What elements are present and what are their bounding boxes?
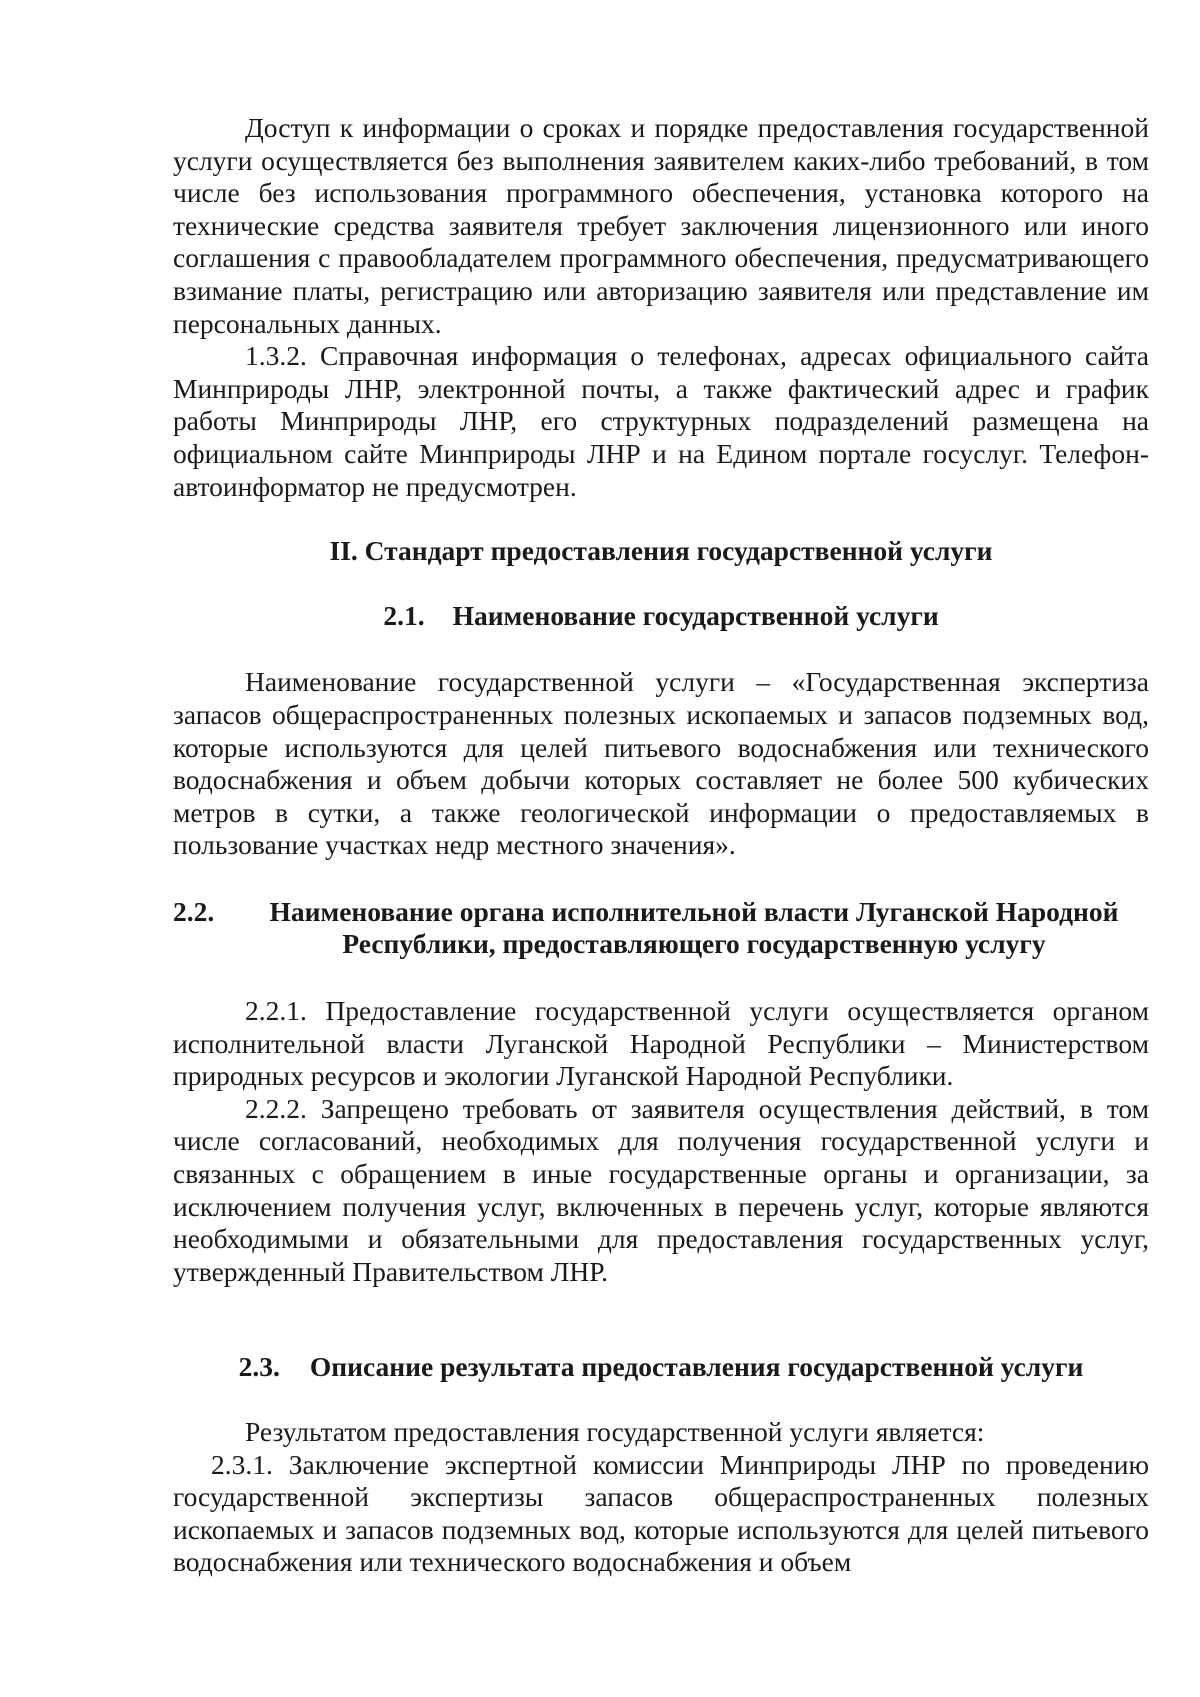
heading-2-2	[173, 896, 1149, 961]
heading-2-2-number: 2.2.	[173, 895, 215, 927]
paragraph-2-2-1: 2.2.1. Предоставление государственной услуги осуществляется органом исполнительной власти Луганской Народной Республики – Министерством природных ресурсов и экологии Луганской Народной Республики.	[173, 995, 1149, 1092]
heading-2-1-text: Наименование государственной услуги	[452, 599, 939, 631]
heading-2-2-text: Наименование органа исполнительной власти Луганской Народной Республики, предоставляющего государственную услугу	[269, 895, 1119, 960]
section-2-heading: II. Стандарт предоставления государственной услуги	[329, 535, 993, 567]
heading-2-1	[173, 600, 1149, 633]
paragraph-1-3-2: 1.3.2. Справочная информация о телефонах, адресах официального сайта Минприроды ЛНР, электронной почты, а также фактический адрес и график работы Минприроды ЛНР, его структурных подразделений размещена на официальном сайте Минприроды ЛНР и на Едином портале госуслуг. Телефон-автоинформатор не предусмотрен.	[173, 340, 1149, 502]
paragraph-2-3-1: 2.3.1. Заключение экспертной комиссии Минприроды ЛНР по проведению государственной экспертизы запасов общераспространенных полезных ископаемых и запасов подземных вод, которые используются для целей питьевого водоснабжения или технического водоснабжения и объем	[173, 1448, 1149, 1578]
document-page	[173, 112, 1149, 1579]
paragraph-2-2-2: 2.2.2. Запрещено требовать от заявителя осуществления действий, в том числе согласований, необходимых для получения государственной услуги и связанных с обращением в иные государственные органы и организации, за исключением получения услуг, включенных в перечень услуг, которые являются необходимыми и обязательными для предоставления государственных услуг, утвержденный Правительством ЛНР.	[173, 1092, 1149, 1287]
heading-2-3-text: Описание результата предоставления государственной услуги	[309, 1351, 1084, 1383]
paragraph-2-1: Наименование государственной услуги – «Государственная экспертиза запасов общераспространенных полезных ископаемых и запасов подземных вод, которые используются для целей питьевого водоснабжения или технического водоснабжения и объем добычи которых составляет не более 500 кубических метров в сутки, а также геологической информации о предоставляемых в пользование участках недр местного значения».	[173, 666, 1149, 861]
heading-2-1-number: 2.1.	[383, 599, 425, 631]
paragraph-access-info: Доступ к информации о сроках и порядке предоставления государственной услуги осуществляется без выполнения заявителем каких-либо требований, в том числе без использования программного обеспечения, установка которого на технические средства заявителя требует заключения лицензионного или иного соглашения с правообладателем программного обеспечения, предусматривающего взимание платы, регистрацию или авторизацию заявителя или представление им персональных данных.	[173, 112, 1149, 339]
paragraph-2-3-intro: Результатом предоставления государственной услуги является:	[245, 1416, 985, 1447]
heading-2-3-number: 2.3.	[238, 1351, 280, 1383]
heading-2-3	[173, 1351, 1149, 1384]
